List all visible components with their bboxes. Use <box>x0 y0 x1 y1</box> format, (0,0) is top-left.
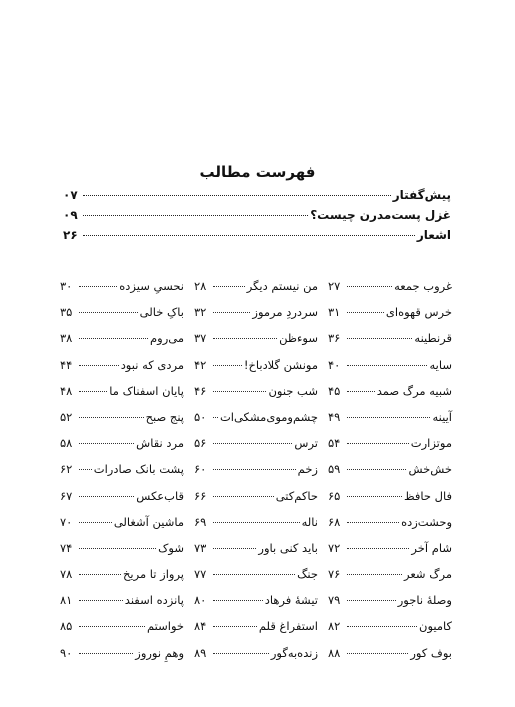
entry-title: قرنطینه <box>414 331 452 346</box>
dot-leader <box>79 653 133 654</box>
entry-page-number: ۳۰ <box>60 279 73 293</box>
dot-leader <box>213 548 256 549</box>
dot-leader <box>213 469 296 470</box>
entry-title: مونشن گلادباخ! <box>243 357 318 372</box>
entry-title: باکِ خالی <box>139 305 184 320</box>
dot-leader <box>347 496 402 497</box>
toc-entry[interactable] <box>60 567 184 593</box>
entry-page-number: ۷۳ <box>194 540 207 555</box>
dot-leader <box>347 338 412 339</box>
entry-page-number: ۴۹ <box>328 409 341 424</box>
toc-entry[interactable] <box>328 410 452 436</box>
toc-entry[interactable] <box>194 436 318 462</box>
entry-title: اشعار <box>416 228 451 242</box>
entry-title: پانزده اسفند <box>124 593 184 608</box>
toc-entry[interactable] <box>194 279 318 305</box>
toc-entry[interactable] <box>194 305 318 331</box>
entry-page-number: ۳۱ <box>328 305 341 320</box>
dot-leader <box>213 496 274 497</box>
entry-page-number: ۳۷ <box>194 331 207 346</box>
dot-leader <box>213 600 263 601</box>
dot-leader <box>79 469 92 470</box>
toc-entry[interactable] <box>194 462 318 488</box>
entry-title: پنج صبح <box>145 409 184 424</box>
entry-title: مرگ شعر <box>404 567 452 582</box>
entry-title: غروب جمعه <box>394 279 452 293</box>
entry-page-number: ۶۶ <box>194 488 207 503</box>
toc-entry[interactable] <box>328 515 452 541</box>
entry-page-number: ۴۴ <box>60 357 73 372</box>
entry-title: شام آخر <box>411 540 452 555</box>
toc-entry[interactable] <box>60 358 184 384</box>
entry-title: جنگ <box>297 567 318 582</box>
entry-title: حاکم‌کتی <box>275 488 318 503</box>
dot-leader <box>347 522 399 523</box>
toc-entry[interactable] <box>60 305 184 331</box>
entry-page-number: ۵۲ <box>60 409 73 424</box>
entry-title: خواستم <box>146 619 184 634</box>
entry-page-number: ۰۷ <box>63 188 78 202</box>
entry-title: می‌روم <box>150 331 184 346</box>
toc-entry[interactable] <box>60 593 184 619</box>
entry-title: مردی که نبود <box>120 357 184 372</box>
dot-leader <box>347 653 408 654</box>
dot-leader <box>347 600 396 601</box>
entry-title: پایان اسفناک ما <box>109 383 184 398</box>
entry-page-number: ۵۹ <box>328 462 341 477</box>
dot-leader <box>79 391 107 392</box>
dot-leader <box>213 443 292 444</box>
entry-title: سردردِ مرموز <box>252 305 318 320</box>
dot-leader <box>347 574 402 575</box>
entry-page-number: ۶۸ <box>328 514 341 529</box>
main-sections <box>63 188 451 248</box>
entry-page-number: ۶۹ <box>194 514 207 529</box>
entry-page-number: ۷۰ <box>60 514 73 529</box>
entry-title: سایه <box>429 357 452 372</box>
entry-title: شب جنون <box>268 383 318 398</box>
entry-title: شبیه مرگ صمد <box>376 383 452 398</box>
dot-leader <box>347 548 409 549</box>
toc-entry[interactable] <box>328 567 452 593</box>
poems-grid <box>60 279 452 672</box>
dot-leader <box>79 312 138 313</box>
dot-leader <box>213 338 277 339</box>
toc-entry[interactable] <box>194 384 318 410</box>
toc-entry[interactable] <box>328 384 452 410</box>
entry-title: وحشت‌زده <box>401 514 452 529</box>
entry-title: خرس قهوه‌ای <box>385 305 452 320</box>
toc-entry[interactable] <box>60 646 184 672</box>
entry-page-number: ۴۰ <box>328 357 341 372</box>
entry-page-number: ۸۸ <box>328 645 341 660</box>
entry-title: مرد نقاش <box>136 436 184 451</box>
entry-page-number: ۳۶ <box>328 331 341 346</box>
toc-entry[interactable] <box>60 515 184 541</box>
entry-page-number: ۶۷ <box>60 488 73 503</box>
toc-entry[interactable] <box>194 646 318 672</box>
entry-title: قاب‌عکس <box>136 488 184 503</box>
dot-leader <box>79 417 144 418</box>
entry-page-number: ۷۴ <box>60 540 73 555</box>
dot-leader <box>213 312 250 313</box>
entry-title: استفراغ قلم <box>258 619 318 634</box>
dot-leader <box>213 391 266 392</box>
dot-leader <box>347 417 430 418</box>
entry-title: پشت بانک صادرات <box>93 462 184 477</box>
toc-entry[interactable] <box>194 567 318 593</box>
main-section-entry[interactable] <box>63 188 451 208</box>
toc-entry[interactable] <box>60 410 184 436</box>
dot-leader <box>79 443 134 444</box>
entry-page-number: ۴۶ <box>194 383 207 398</box>
dot-leader <box>347 626 417 627</box>
toc-entry[interactable] <box>328 358 452 384</box>
dot-leader <box>213 286 245 287</box>
toc-entry[interactable] <box>60 541 184 567</box>
entry-page-number: ۴۸ <box>60 383 73 398</box>
dot-leader <box>83 215 308 216</box>
dot-leader <box>347 286 392 287</box>
entry-title: ماشین آشغالی <box>113 514 184 529</box>
toc-entry[interactable] <box>60 489 184 515</box>
entry-page-number: ۳۸ <box>60 331 73 346</box>
entry-title: شوک <box>158 540 184 555</box>
entry-title: پرواز تا مریخ <box>123 567 184 582</box>
entry-page-number: ۷۶ <box>328 567 341 582</box>
entry-title: خش‌خش <box>408 462 452 477</box>
entry-page-number: ۸۰ <box>194 593 207 608</box>
dot-leader <box>79 365 119 366</box>
entry-page-number: ۶۲ <box>60 462 73 477</box>
entry-title: آیینه <box>432 409 452 424</box>
dot-leader <box>213 417 218 418</box>
entry-title: غزل پست‌مدرن چیست؟ <box>310 208 451 222</box>
entry-title: زنده‌به‌گور <box>270 645 318 660</box>
entry-title: من نیستم دیگر <box>246 279 318 293</box>
entry-title: چشم‌وموی‌مشکی‌ات <box>219 409 318 424</box>
entry-page-number: ۲۸ <box>194 279 207 293</box>
dot-leader <box>347 312 384 313</box>
toc-entry[interactable] <box>60 436 184 462</box>
toc-entry[interactable] <box>328 436 452 462</box>
toc-entry[interactable] <box>60 331 184 357</box>
entry-title: تیشهٔ فرهاد <box>264 593 318 608</box>
toc-entry[interactable] <box>60 384 184 410</box>
toc-entry[interactable] <box>328 305 452 331</box>
dot-leader <box>83 195 391 196</box>
toc-entry[interactable] <box>60 619 184 645</box>
toc-entry[interactable] <box>194 331 318 357</box>
entry-title: ناله <box>301 514 318 529</box>
entry-page-number: ۵۸ <box>60 436 73 451</box>
toc-entry[interactable] <box>194 358 318 384</box>
toc-entry[interactable] <box>194 515 318 541</box>
entry-title: ترس <box>294 436 318 451</box>
entry-title: زخم <box>297 462 318 477</box>
entry-page-number: ۰۹ <box>63 208 78 222</box>
dot-leader <box>83 235 415 236</box>
toc-entry[interactable] <box>328 489 452 515</box>
entry-page-number: ۸۵ <box>60 619 73 634</box>
entry-page-number: ۳۵ <box>60 305 73 320</box>
entry-page-number: ۷۸ <box>60 567 73 582</box>
dot-leader <box>79 574 121 575</box>
entry-page-number: ۲۷ <box>328 279 341 293</box>
entry-title: فال حافظ <box>403 488 452 503</box>
dot-leader <box>347 443 409 444</box>
toc-entry[interactable] <box>328 593 452 619</box>
dot-leader <box>79 522 112 523</box>
toc-entry[interactable] <box>328 646 452 672</box>
dot-leader <box>213 626 257 627</box>
main-section-entry[interactable] <box>63 228 451 248</box>
dot-leader <box>347 365 427 366</box>
dot-leader <box>347 469 406 470</box>
toc-entry[interactable] <box>328 279 452 305</box>
entry-title: نحسیِ سیزده <box>119 279 184 293</box>
entry-page-number: ۵۴ <box>328 436 341 451</box>
entry-page-number: ۹۰ <box>60 645 73 660</box>
toc-entry[interactable] <box>60 279 184 305</box>
entry-page-number: ۲۶ <box>63 228 78 242</box>
toc-entry[interactable] <box>328 541 452 567</box>
dot-leader <box>79 338 148 339</box>
dot-leader <box>347 391 375 392</box>
entry-title: باید کنی باور <box>258 540 318 555</box>
dot-leader <box>213 365 242 366</box>
entry-title: وهمِ نوروز <box>135 645 184 660</box>
dot-leader <box>79 548 156 549</box>
dot-leader <box>79 626 145 627</box>
entry-page-number: ۵۶ <box>194 436 207 451</box>
dot-leader <box>213 653 269 654</box>
dot-leader <box>79 496 134 497</box>
entry-page-number: ۶۵ <box>328 488 341 503</box>
entry-page-number: ۳۲ <box>194 305 207 320</box>
entry-page-number: ۷۲ <box>328 540 341 555</box>
entry-page-number: ۴۲ <box>194 357 207 372</box>
toc-column <box>60 279 184 672</box>
dot-leader <box>79 600 123 601</box>
toc-entry[interactable] <box>194 489 318 515</box>
entry-page-number: ۵۰ <box>194 409 207 424</box>
toc-entry[interactable] <box>328 331 452 357</box>
toc-title: فهرست مطالب <box>199 163 316 181</box>
toc-entry[interactable] <box>328 462 452 488</box>
entry-title: وصلهٔ ناجور <box>397 593 452 608</box>
entry-page-number: ۸۱ <box>60 593 73 608</box>
entry-page-number: ۷۷ <box>194 567 207 582</box>
entry-page-number: ۸۲ <box>328 619 341 634</box>
dot-leader <box>213 522 300 523</box>
toc-entry[interactable] <box>194 541 318 567</box>
entry-title: موتزارت <box>410 436 452 451</box>
entry-title: بوف کور <box>410 645 452 660</box>
toc-column <box>194 279 318 672</box>
toc-entry[interactable] <box>60 462 184 488</box>
entry-title: سوءظن <box>279 331 318 346</box>
dot-leader <box>213 574 295 575</box>
toc-entry[interactable] <box>328 619 452 645</box>
main-section-entry[interactable] <box>63 208 451 228</box>
entry-page-number: ۸۹ <box>194 645 207 660</box>
toc-column <box>328 279 452 672</box>
entry-page-number: ۸۴ <box>194 619 207 634</box>
entry-page-number: ۴۵ <box>328 383 341 398</box>
toc-entry[interactable] <box>194 619 318 645</box>
toc-entry[interactable] <box>194 410 318 436</box>
entry-title: پیش‌گفتار <box>392 188 451 202</box>
entry-page-number: ۷۹ <box>328 593 341 608</box>
toc-entry[interactable] <box>194 593 318 619</box>
entry-page-number: ۶۰ <box>194 462 207 477</box>
entry-title: کامیون <box>419 619 452 634</box>
dot-leader <box>79 286 117 287</box>
